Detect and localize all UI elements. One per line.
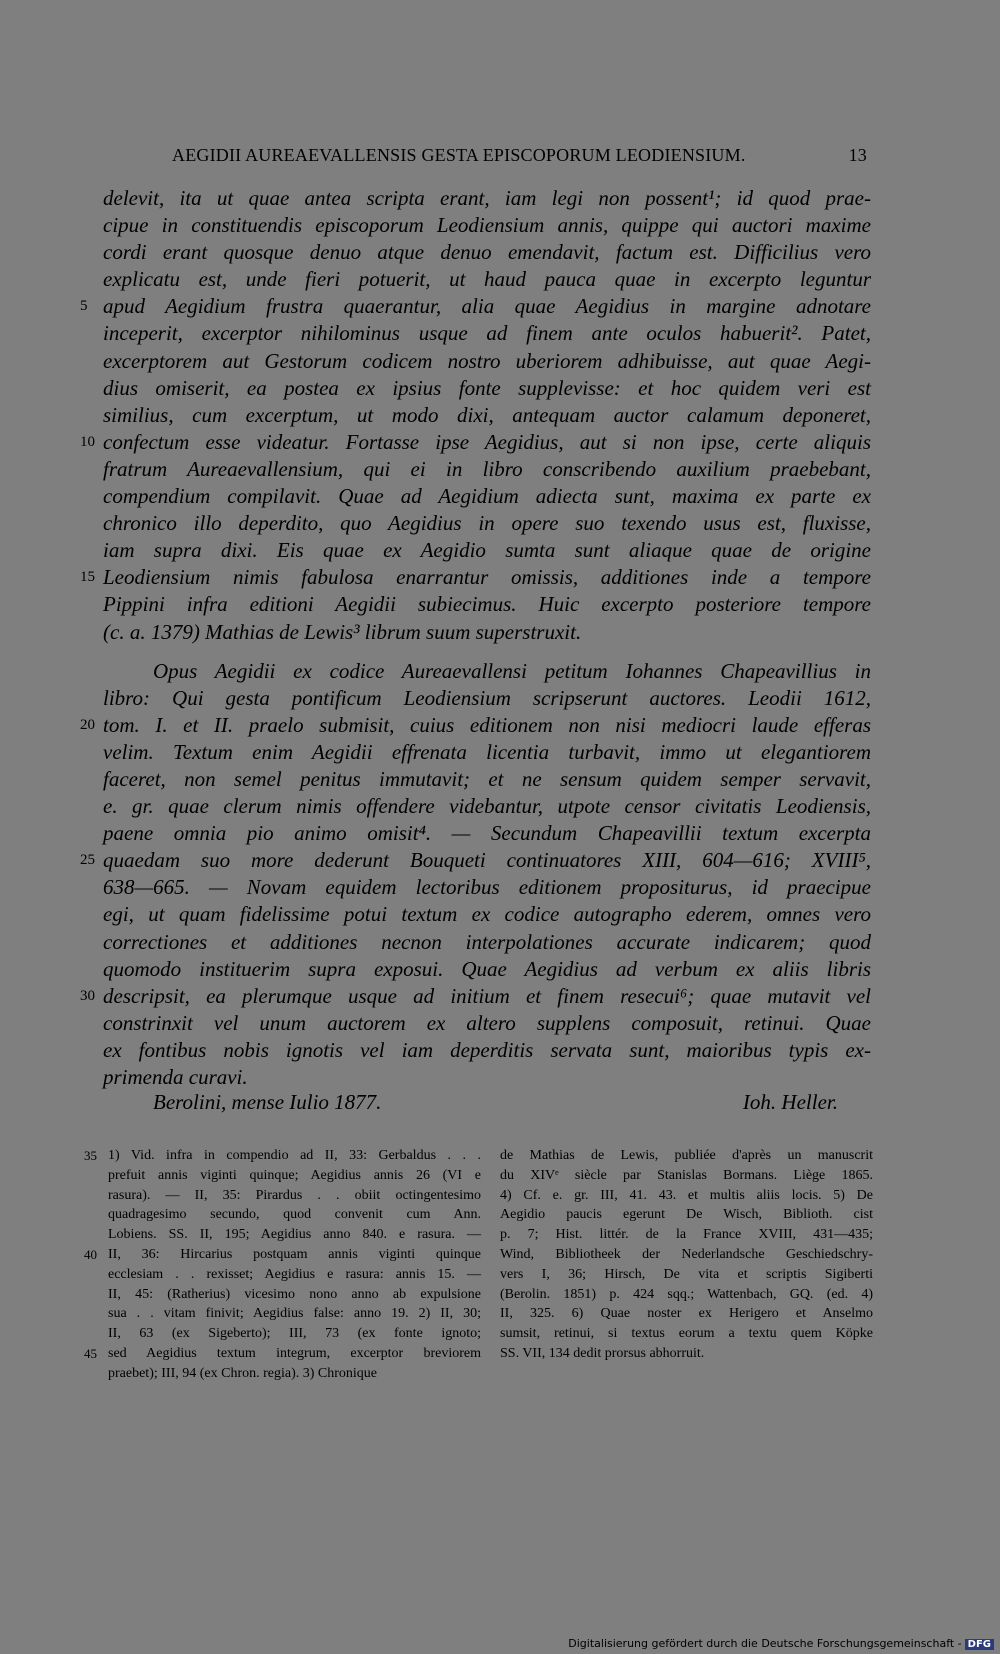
footnotes_left-line [108,1225,481,1245]
footnotes_right-line [500,1146,873,1166]
body-line [103,739,871,766]
footnotes_right-text: sumsit, retinui, si textus eorum a textu quem Köpke [500,1326,873,1342]
digitization-credit [568,1637,994,1650]
line-number: 45 [84,1345,97,1361]
main-text [80,185,871,1091]
page-number: 13 [848,145,867,165]
body-text: Leodiensium nimis fabulosa enarrantur omissis, additiones inde a tempore [103,565,871,590]
body-line [103,766,871,793]
footnotes_left-text: sed Aegidius textum integrum, excerptor breviorem [108,1345,481,1361]
body-line [103,510,871,537]
body-text: libro: Qui gesta pontificum Leodiensium scripserunt auctores. Leodii 1612, [103,685,871,710]
footnotes_left-text: ecclesiam . . rexisset; Aegidius e rasura: annis 15. — [108,1266,481,1282]
body-line [103,685,871,712]
footnotes_left-text: rasura). — II, 35: Pirardus . . obiit octingentesimo [108,1187,481,1203]
body-text: primenda curavi. [103,1065,248,1089]
body-text: ex fontibus nobis ignotis vel iam deperditis servata sunt, maioribus typis ex- [103,1037,871,1062]
footnotes_right-text: (Berolin. 1851) p. 424 sqq.; Wattenbach, GQ. (ed. 4) [500,1286,873,1302]
body-text: confectum esse videatur. Fortasse ipse Aegidius, aut si non ipse, certe aliquis [103,429,871,454]
line-number: 25 [80,852,95,869]
footnotes_left-line [108,1285,481,1305]
line-number: 40 [84,1246,97,1262]
body-line [80,712,871,739]
footnotes_right-line [500,1304,873,1324]
body-line [80,564,871,591]
footnotes_left-text: Lobiens. SS. II, 195; Aegidius anno 840. e rasura. — [108,1227,481,1243]
footnotes_left-line [84,1146,481,1166]
dfg-logo: DFG [965,1639,994,1650]
body-line [103,646,871,658]
footnotes_left-text: prefuit annis viginti quinque; Aegidius annis 26 (VI e [108,1167,481,1183]
body-text: chronico illo deperdito, quo Aegidius in opere suo texendo usus est, fluxisse, [103,511,871,536]
footnotes_right-text: II, 325. 6) Quae noster ex Herigero et Anselmo [500,1306,873,1322]
footnotes_right-text: Wind, Bibliotheek der Nederlandsche Geschiedschry- [500,1246,873,1262]
body-line [103,375,871,402]
body-line [103,591,871,618]
footnotes_right-line [500,1324,873,1344]
body-text: paene omnia pio animo omisit⁴. — Secundum Chapeavillii textum excerpta [103,821,871,846]
body-line [103,658,871,685]
footnotes_left-text: II, 36: Hircarius postquam annis viginti quinque [108,1246,481,1262]
body-line [103,320,871,347]
footnotes_right-text: vers I, 36; Hirsch, De vita et scriptis Sigiberti [500,1266,873,1282]
footnotes-left-column [84,1146,481,1384]
line-number: 35 [84,1148,97,1163]
running-title: AEGIDII AUREAEVALLENSIS GESTA EPISCOPORUM LEODIENSIUM. [172,145,746,165]
footnotes_right-line [500,1225,873,1245]
body-text: Pippini infra editioni Aegidii subiecimus. Huic excerpto posteriore tempore [103,592,871,617]
body-text: quomodo instituerim supra exposui. Quae Aegidius ad verbum ex aliis libris [103,956,871,981]
footnotes_right-line [500,1285,873,1305]
body-line [103,1037,871,1064]
body-line [103,929,871,956]
footnotes_left-line [108,1324,481,1344]
line-number: 5 [80,298,88,315]
body-line [103,874,871,901]
body-text: dius omiserit, ea postea ex ipsius fonte supplevisse: et hoc quidem veri est [103,375,871,400]
body-line [103,185,871,212]
body-line [103,793,871,820]
footnotes_right-line [500,1265,873,1285]
body-text: compendium compilavit. Quae ad Aegidium adiecta sunt, maxima ex parte ex [103,484,871,509]
footnotes_right-text: SS. VII, 134 dedit prorsus abhorruit. [500,1345,705,1361]
footnotes_right-text: p. 7; Hist. littér. de la France XVIII, 431—435; [500,1227,873,1243]
body-text: e. gr. quae clerum nimis offendere videbantur, utpote censor civitatis Leodiensis, [103,794,871,819]
footnotes_right-line [500,1245,873,1265]
body-line [103,537,871,564]
body-line [80,293,871,320]
footnotes_left-line [84,1245,481,1265]
footnotes_right-line [500,1186,873,1206]
body-text: fratrum Aureaevallensium, qui ei in libro conscribendo auxilium praebebant, [103,456,871,481]
footnotes_left-text: sua . . vitam finivit; Aegidius false: anno 19. 2) II, 30; [108,1306,481,1322]
body-text: (c. a. 1379) Mathias de Lewis³ librum suum superstruxit. [103,619,582,644]
body-text: quaedam suo more dederunt Bouqueti continuatores XIII, 604—616; XVIII⁵, [103,848,871,873]
body-text: 638—665. — Novam equidem lectoribus editionem propositurus, id praecipue [103,875,871,900]
footnotes_left-line [108,1304,481,1324]
footnotes_left-line [108,1205,481,1225]
footnotes_left-text: quadragesimo secundo, quod convenit cum Ann. [108,1207,481,1223]
body-text: constrinxit vel unum auctorem ex altero supplens composuit, retinui. Quae [103,1010,871,1035]
body-line [103,619,871,646]
place-date: Berolini, mense Iulio 1877. [153,1090,382,1114]
footnotes_left-line [108,1186,481,1206]
body-line [103,212,871,239]
body-text: iam supra dixi. Eis quae ex Aegidio sumta sunt aliaque quae de origine [103,538,871,563]
body-text: correctiones et additiones necnon interpolationes accurate indicarem; quod [103,929,871,954]
footnotes_left-text: II, 63 (ex Sigeberto); III, 73 (ex fonte ignoto; [108,1326,481,1342]
body-text: tom. I. et II. praelo submisit, cuius editionem non nisi mediocri laude efferas [103,712,871,737]
body-line [103,901,871,928]
credit-text: Digitalisierung gefördert durch die Deutsche Forschungsgemeinschaft - [568,1637,962,1650]
author-signature: Ioh. Heller. [742,1090,838,1114]
body-line [103,1010,871,1037]
footnotes_left-text: II, 45: (Ratherius) vicesimo nono anno ab expulsione [108,1286,481,1302]
body-text: apud Aegidium frustra quaerantur, alia quae Aegidius in margine adnotare [103,294,871,319]
footnotes-right-column [500,1146,873,1364]
body-text: velim. Textum enim Aegidii effrenata licentia turbavit, immo ut elegantiorem [103,739,871,764]
body-line [103,1064,871,1091]
body-line [103,266,871,293]
body-line [80,983,871,1010]
body-text: cipue in constituendis episcoporum Leodiensium annis, quippe qui auctori maxime [103,213,871,238]
body-text: Opus Aegidii ex codice Aureaevallensi petitum Iohannes Chapeavillius in [153,658,871,683]
line-number: 10 [80,433,95,450]
footnotes_right-text: Aegidio paucis egerunt De Wisch, Biblioth. cist [500,1207,873,1223]
footnotes_left-text: praebet); III, 94 (ex Chron. regia). 3) Chronique [108,1365,378,1381]
body-text: egi, ut quam fidelissime potui textum ex codice autographo ederem, omnes vero [103,902,871,927]
footnotes_right-text: 4) Cf. e. gr. III, 41. 43. et multis aliis locis. 5) De [500,1187,873,1203]
footnotes_right-line [500,1166,873,1186]
body-text: delevit, ita ut quae antea scripta erant, iam legi non possent¹; id quod prae- [103,186,871,210]
body-line [103,456,871,483]
body-text: descripsit, ea plerumque usque ad initium et finem resecui⁶; quae mutavit vel [103,983,871,1008]
body-text: inceperit, excerptor nihilominus usque ad finem ante oculos habuerit². Patet, [103,321,871,346]
footnotes_left-line [108,1364,481,1384]
body-line [80,847,871,874]
body-line [103,348,871,375]
body-text: explicatu est, unde fieri potuerit, ut haud pauca quae in excerpto leguntur [103,267,871,292]
body-line [103,820,871,847]
footnotes_left-line [84,1344,481,1364]
line-number: 15 [80,569,95,586]
body-line [80,429,871,456]
body-text: faceret, non semel penitus immutavit; et ne sensum quidem semper servavit, [103,766,871,791]
footnotes_left-line [108,1166,481,1186]
body-line [103,483,871,510]
footnotes_right-line [500,1205,873,1225]
body-text: similius, cum excerptum, ut modo dixi, antequam auctor calamum deponeret, [103,402,871,427]
body-text: excerptorem aut Gestorum codicem nostro uberiorem adhibuisse, aut quae Aegi- [103,348,871,373]
footnotes_left-text: 1) Vid. infra in compendio ad II, 33: Gerbaldus . . . [108,1148,481,1163]
footnotes_right-text: de Mathias de Lewis, publiée d'après un manuscrit [500,1148,873,1163]
body-line [103,402,871,429]
body-line [103,239,871,266]
footnotes_right-text: du XIVᵉ siècle par Stanislas Bormans. Liège 1865. [500,1167,873,1183]
line-number: 30 [80,987,95,1004]
footnotes_left-line [108,1265,481,1285]
line-number: 20 [80,716,95,733]
body-line [103,956,871,983]
footnotes_right-line [500,1344,873,1364]
body-text: cordi erant quosque denuo atque denuo emendavit, factum est. Difficilius vero [103,240,871,265]
